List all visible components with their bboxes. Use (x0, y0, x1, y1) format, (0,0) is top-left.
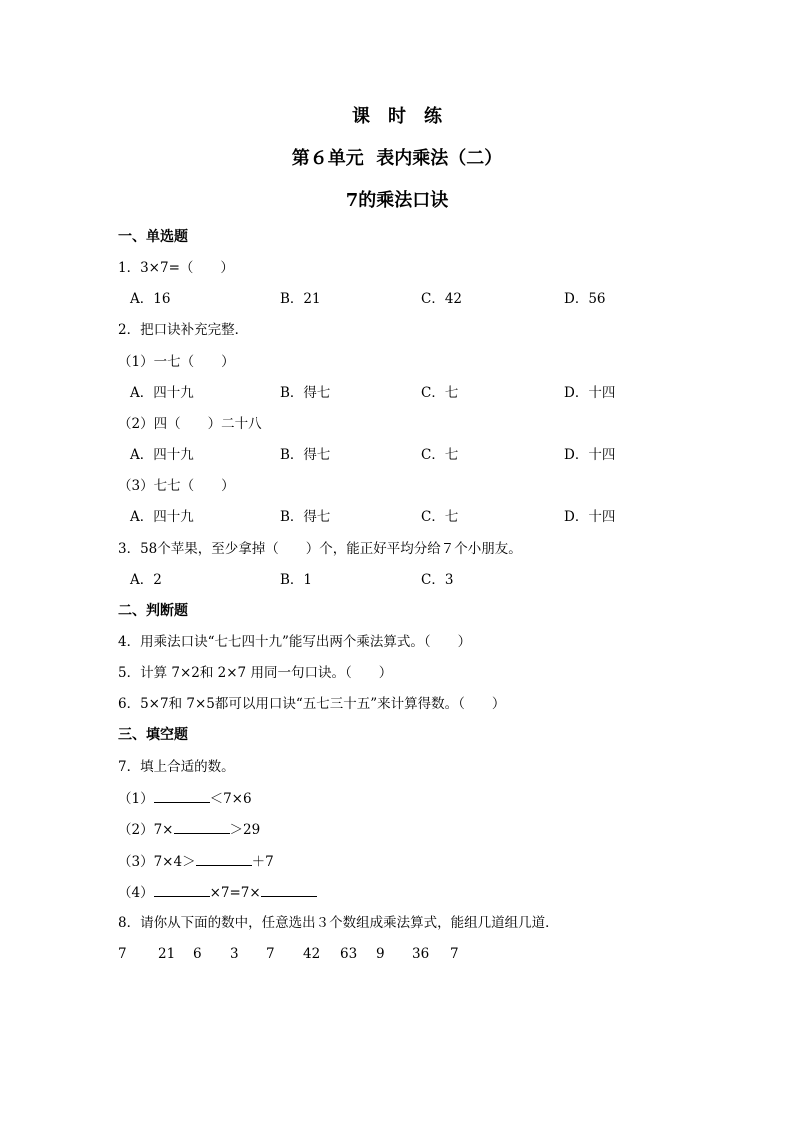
question-7-part-4 (118, 883, 317, 902)
question-2-2-option-a[interactable]: A．四十九 (130, 447, 194, 463)
question-2-1-option-d[interactable]: D．十四 (564, 385, 616, 401)
question-5: 5．计算 7×2和 2×7 用同一句口诀。（ ） (118, 665, 393, 681)
question-2-3-stem: （3）七七（ ） (118, 478, 235, 494)
question-4: 4．用乘法口诀“七七四十九”能写出两个乘法算式。（ ） (118, 634, 472, 650)
question-1-option-b[interactable]: B．21 (280, 291, 321, 307)
number-item: 21 (158, 946, 176, 962)
number-item: 7 (450, 946, 459, 962)
question-2-1-option-c[interactable]: C．七 (421, 385, 459, 401)
question-2-1-option-b[interactable]: B．得七 (280, 385, 331, 401)
question-2-2-stem: （2）四（ ）二十八 (118, 416, 262, 432)
section-heading-true-false: 二、判断题 (118, 603, 188, 619)
question-7-part-1 (118, 789, 252, 808)
page-title: 课 时 练 (352, 106, 442, 127)
question-2-3-option-d[interactable]: D．十四 (564, 509, 616, 525)
number-item: 6 (193, 946, 202, 962)
question-7-stem: 7．填上合适的数。 (118, 759, 235, 775)
section-heading-single-choice: 一、单选题 (118, 229, 188, 245)
question-2-3-option-c[interactable]: C．七 (421, 509, 459, 525)
question-2-2-option-d[interactable]: D．十四 (564, 447, 616, 463)
answer-blank[interactable] (154, 789, 210, 803)
q7-3-suffix: ＋7 (251, 854, 274, 870)
q7-2-prefix: （2）7× (118, 822, 174, 838)
q7-4-middle: ×7=7× (209, 885, 261, 901)
number-item: 63 (340, 946, 358, 962)
q7-2-suffix: ＞29 (229, 822, 261, 838)
question-1-stem: 1．3×7=（ ） (118, 260, 234, 276)
question-2-stem: 2．把口诀补充完整． (118, 322, 249, 338)
answer-blank[interactable] (174, 820, 230, 834)
unit-title: 第６单元 表内乘法（二） (291, 148, 503, 169)
question-2-3-option-b[interactable]: B．得七 (280, 509, 331, 525)
question-1-option-a[interactable]: A．16 (130, 291, 171, 307)
question-6: 6．5×7和 7×5都可以用口诀“五七三十五”来计算得数。（ ） (118, 696, 506, 712)
question-2-2-option-b[interactable]: B．得七 (280, 447, 331, 463)
number-item: 42 (303, 946, 321, 962)
q7-3-prefix: （3）7×4＞ (118, 854, 196, 870)
question-2-1-stem: （1）一七（ ） (118, 354, 235, 370)
question-3-option-b[interactable]: B．1 (280, 572, 313, 588)
number-item: 7 (266, 946, 275, 962)
question-1-option-c[interactable]: C．42 (421, 291, 463, 307)
number-item: 7 (118, 946, 127, 962)
answer-blank[interactable] (196, 852, 252, 866)
q7-4-prefix: （4） (118, 885, 154, 901)
question-7-part-2 (118, 820, 260, 839)
question-2-2-option-c[interactable]: C．七 (421, 447, 459, 463)
q7-1-suffix: ＜7×6 (209, 791, 252, 807)
question-1-option-d[interactable]: D．56 (564, 291, 606, 307)
question-3-option-c[interactable]: C．3 (421, 572, 454, 588)
number-item: 36 (412, 946, 430, 962)
question-3-stem: 3．58个苹果，至少拿掉（ ）个，能正好平均分给７个小朋友。 (118, 541, 522, 557)
number-item: 3 (230, 946, 239, 962)
question-7-part-3 (118, 852, 274, 871)
question-8-stem: 8．请你从下面的数中，任意选出３个数组成乘法算式，能组几道组几道． (118, 915, 559, 931)
q7-1-prefix: （1） (118, 791, 154, 807)
section-heading-fill-blank: 三、填空题 (118, 727, 188, 743)
question-2-3-option-a[interactable]: A．四十九 (130, 509, 194, 525)
answer-blank[interactable] (154, 883, 210, 897)
question-2-1-option-a[interactable]: A．四十九 (130, 385, 194, 401)
answer-blank[interactable] (261, 883, 317, 897)
question-3-option-a[interactable]: A．2 (130, 572, 162, 588)
number-item: 9 (376, 946, 385, 962)
lesson-title: 7的乘法口诀 (345, 190, 449, 211)
